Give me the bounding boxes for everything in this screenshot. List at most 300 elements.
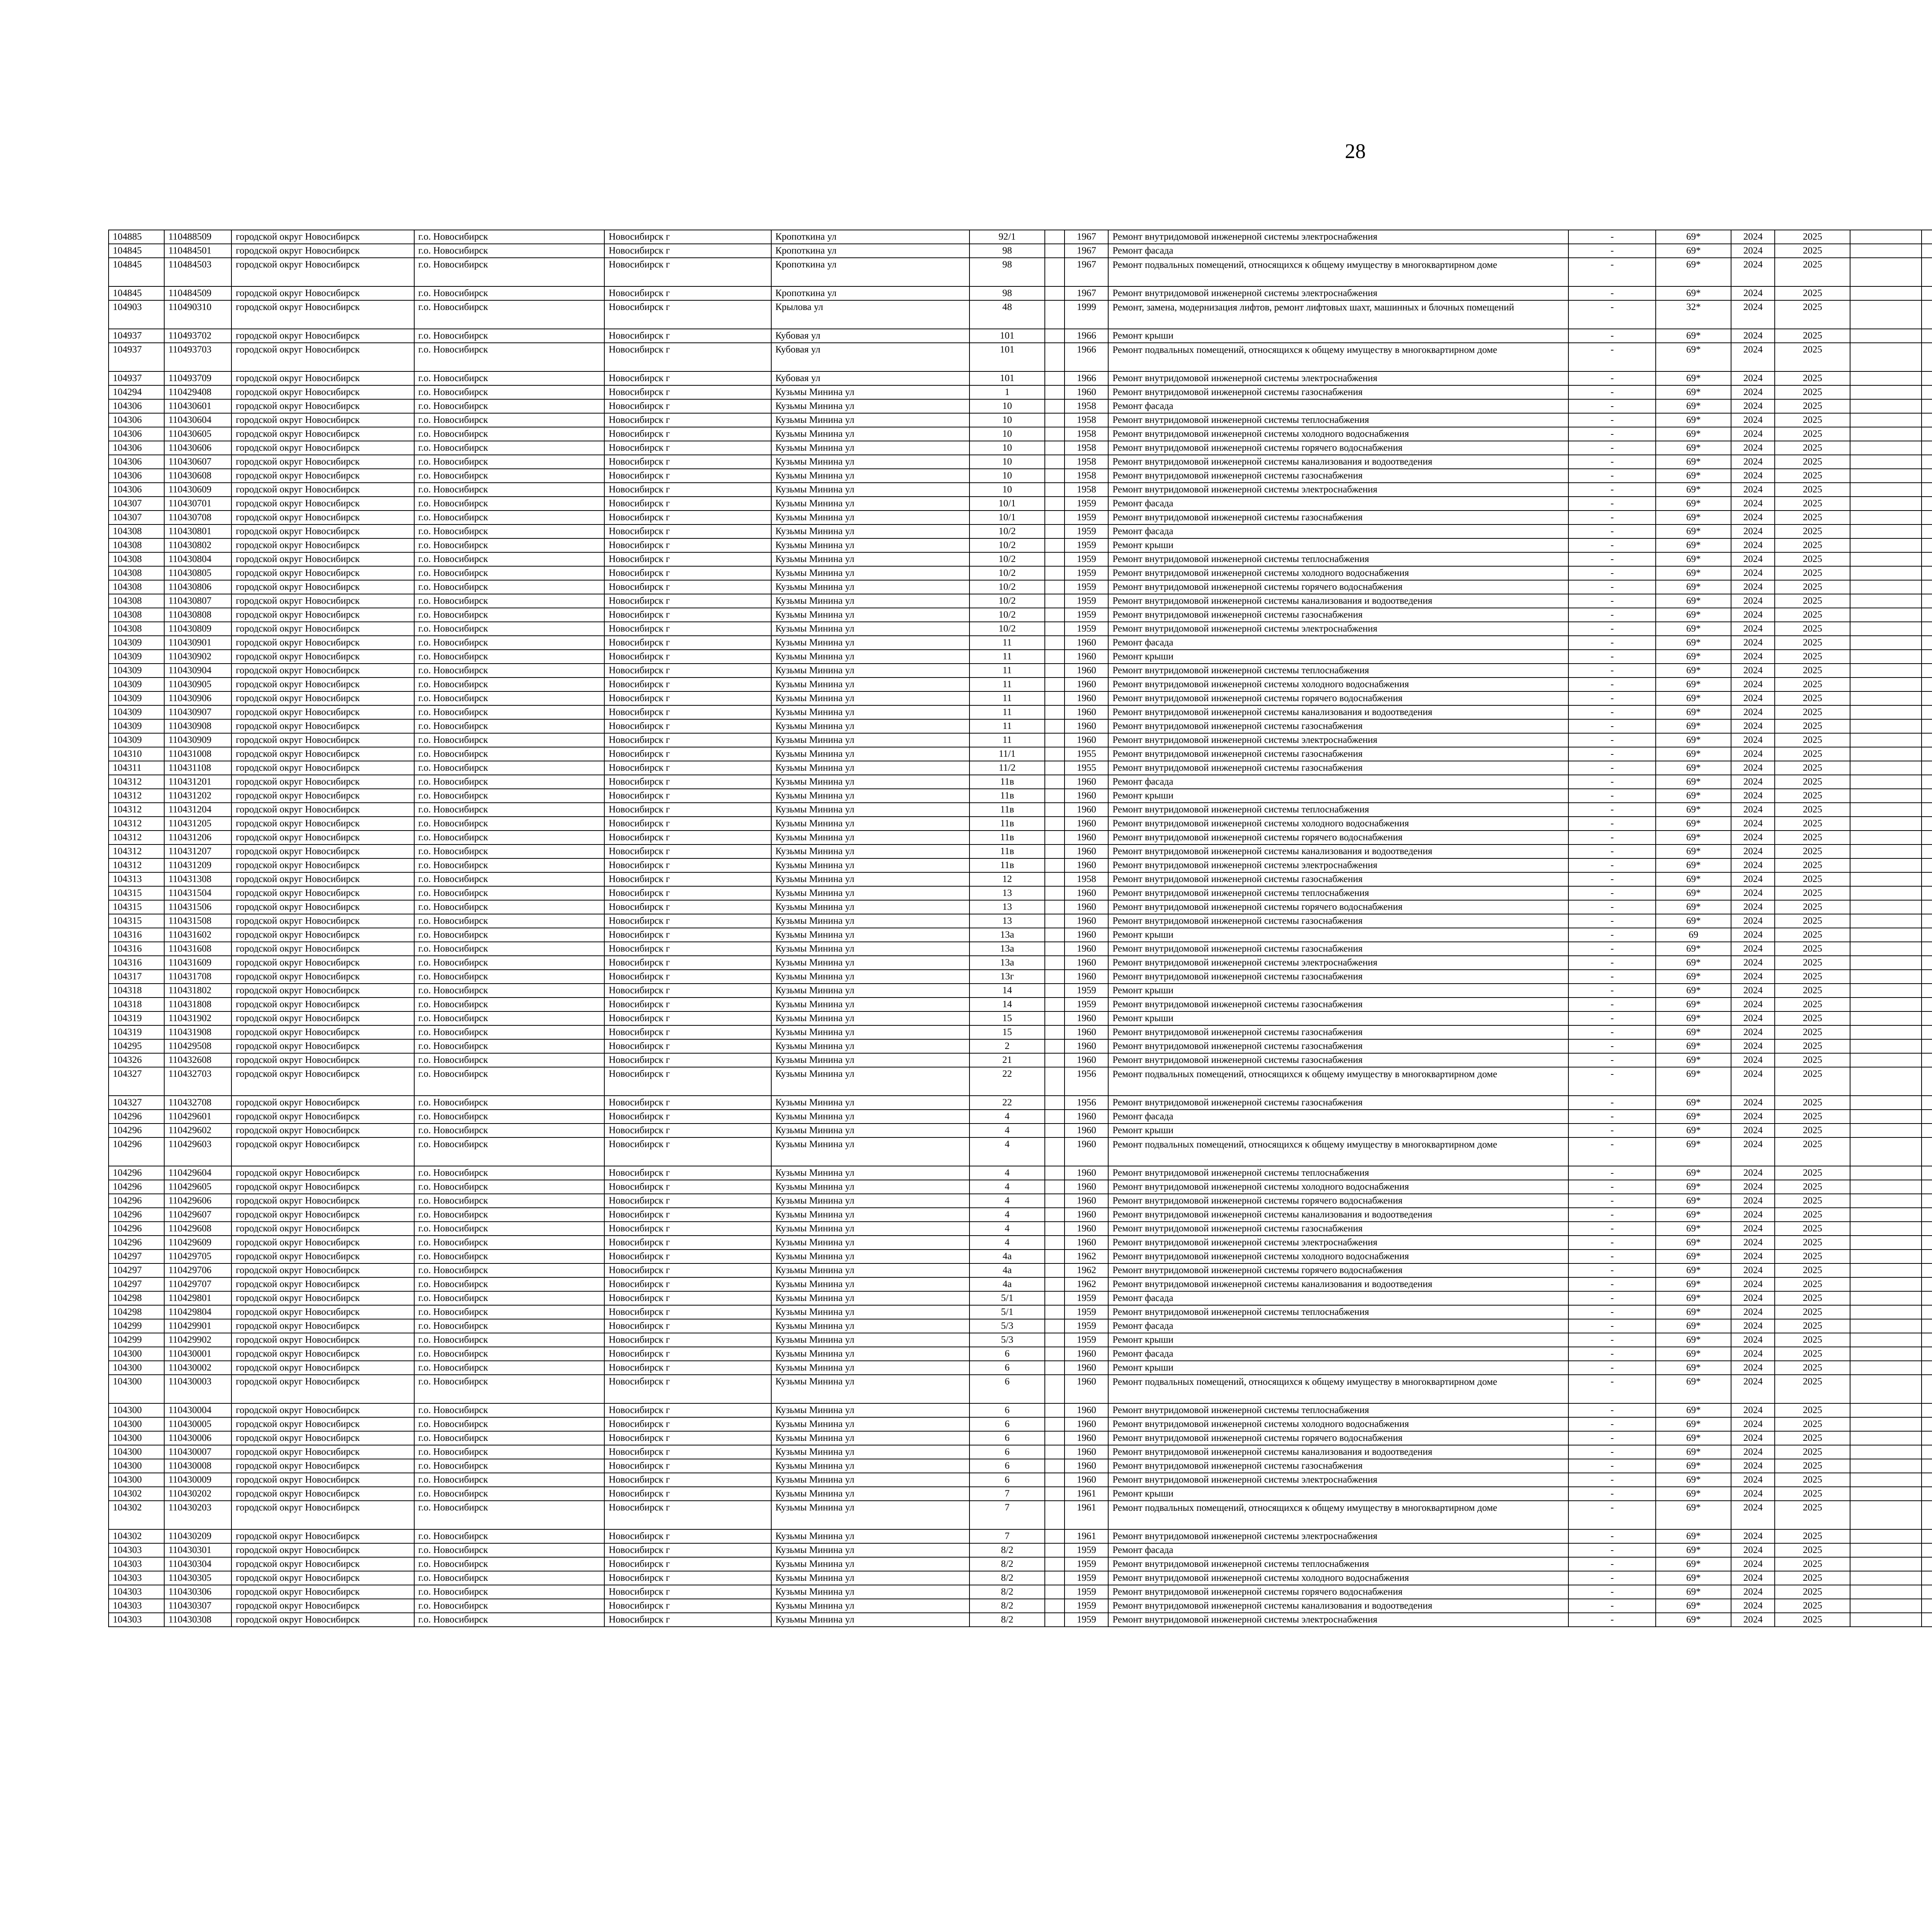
empty-cell (1045, 844, 1065, 858)
work-code-cell: 110430308 (164, 1613, 232, 1627)
table-row (109, 244, 1932, 258)
work-code-cell: 110431202 (164, 789, 232, 803)
street-cell: Кузьмы Минина ул (771, 594, 969, 608)
street-cell: Кузьмы Минина ул (771, 636, 969, 650)
table-row (109, 455, 1932, 469)
street-cell: Кропоткина ул (771, 286, 969, 300)
wear-percent-cell: 69* (1656, 636, 1731, 650)
street-cell: Кузьмы Минина ул (771, 1501, 969, 1529)
city-cell: Новосибирск г (604, 1403, 771, 1417)
plan-year-cell: 2024 (1731, 872, 1775, 886)
build-year-cell: 1959 (1065, 1599, 1108, 1613)
total-cost-cell (1922, 1543, 1932, 1557)
table-row (109, 1613, 1932, 1627)
empty-cell (1850, 1305, 1922, 1319)
house-number-cell: 13 (969, 900, 1045, 914)
district-cell: городской округ Новосибирск (231, 1291, 414, 1305)
plan-year-cell: 2024 (1731, 511, 1775, 524)
empty-cell (1045, 427, 1065, 441)
house-number-cell: 5/1 (969, 1291, 1045, 1305)
wear-percent-cell: 69* (1656, 1236, 1731, 1250)
settlement-cell: г.о. Новосибирск (414, 286, 605, 300)
completion-year-cell: 2025 (1775, 1236, 1850, 1250)
dash-cell: - (1568, 343, 1656, 371)
completion-year-cell: 2025 (1775, 1222, 1850, 1236)
street-cell: Кузьмы Минина ул (771, 1208, 969, 1222)
build-year-cell: 1967 (1065, 230, 1108, 244)
wear-percent-cell: 69* (1656, 538, 1731, 552)
table-row (109, 1599, 1932, 1613)
street-cell: Кропоткина ул (771, 244, 969, 258)
street-cell: Кузьмы Минина ул (771, 1599, 969, 1613)
district-cell: городской округ Новосибирск (231, 483, 414, 497)
house-id-cell: 104306 (109, 427, 164, 441)
completion-year-cell: 2025 (1775, 831, 1850, 844)
wear-percent-cell: 69* (1656, 1571, 1731, 1585)
empty-cell (1850, 1263, 1922, 1277)
dash-cell: - (1568, 1375, 1656, 1403)
empty-cell (1850, 1459, 1922, 1473)
empty-cell (1045, 956, 1065, 970)
house-number-cell: 10/2 (969, 608, 1045, 622)
dash-cell: - (1568, 775, 1656, 789)
empty-cell (1850, 900, 1922, 914)
empty-cell (1045, 1543, 1065, 1557)
street-cell: Кузьмы Минина ул (771, 914, 969, 928)
district-cell: городской округ Новосибирск (231, 650, 414, 664)
work-code-cell: 110429408 (164, 385, 232, 399)
work-type-cell: Ремонт внутридомовой инженерной системы газоснабжения (1108, 1039, 1568, 1053)
work-code-cell: 110430907 (164, 705, 232, 719)
city-cell: Новосибирск г (604, 970, 771, 984)
empty-cell (1045, 691, 1065, 705)
empty-cell (1850, 1291, 1922, 1305)
house-id-cell: 104307 (109, 497, 164, 511)
work-type-cell: Ремонт внутридомовой инженерной системы теплоснабжения (1108, 886, 1568, 900)
build-year-cell: 1958 (1065, 483, 1108, 497)
street-cell: Кузьмы Минина ул (771, 650, 969, 664)
dash-cell: - (1568, 984, 1656, 998)
house-id-cell: 104316 (109, 928, 164, 942)
dash-cell: - (1568, 1599, 1656, 1613)
work-type-cell: Ремонт внутридомовой инженерной системы электроснабжения (1108, 622, 1568, 636)
plan-year-cell: 2024 (1731, 1361, 1775, 1375)
total-cost-cell (1922, 914, 1932, 928)
work-code-cell: 110431602 (164, 928, 232, 942)
table-row (109, 1333, 1932, 1347)
completion-year-cell: 2025 (1775, 1208, 1850, 1222)
build-year-cell: 1960 (1065, 1166, 1108, 1180)
work-code-cell: 110484501 (164, 244, 232, 258)
work-code-cell: 110431207 (164, 844, 232, 858)
district-cell: городской округ Новосибирск (231, 258, 414, 286)
completion-year-cell: 2025 (1775, 1501, 1850, 1529)
work-type-cell: Ремонт внутридомовой инженерной системы газоснабжения (1108, 970, 1568, 984)
wear-percent-cell: 69* (1656, 1039, 1731, 1053)
district-cell: городской округ Новосибирск (231, 399, 414, 413)
total-cost-cell (1922, 538, 1932, 552)
city-cell: Новосибирск г (604, 691, 771, 705)
empty-cell (1045, 1291, 1065, 1305)
build-year-cell: 1960 (1065, 664, 1108, 678)
work-code-cell: 110430202 (164, 1487, 232, 1501)
build-year-cell: 1962 (1065, 1277, 1108, 1291)
completion-year-cell: 2025 (1775, 371, 1850, 385)
empty-cell (1045, 343, 1065, 371)
empty-cell (1850, 733, 1922, 747)
house-id-cell: 104300 (109, 1403, 164, 1417)
dash-cell: - (1568, 733, 1656, 747)
house-id-cell: 104300 (109, 1361, 164, 1375)
empty-cell (1850, 1445, 1922, 1459)
house-id-cell: 104308 (109, 524, 164, 538)
dash-cell: - (1568, 1473, 1656, 1487)
table-row (109, 622, 1932, 636)
house-number-cell: 48 (969, 300, 1045, 329)
table-row (109, 956, 1932, 970)
plan-year-cell: 2024 (1731, 984, 1775, 998)
work-code-cell: 110429602 (164, 1124, 232, 1137)
city-cell: Новосибирск г (604, 1305, 771, 1319)
street-cell: Кузьмы Минина ул (771, 719, 969, 733)
dash-cell: - (1568, 258, 1656, 286)
house-number-cell: 101 (969, 371, 1045, 385)
completion-year-cell: 2025 (1775, 719, 1850, 733)
empty-cell (1850, 1501, 1922, 1529)
empty-cell (1850, 1053, 1922, 1067)
work-type-cell: Ремонт внутридомовой инженерной системы газоснабжения (1108, 719, 1568, 733)
completion-year-cell: 2025 (1775, 1613, 1850, 1627)
street-cell: Кузьмы Минина ул (771, 664, 969, 678)
total-cost-cell (1922, 594, 1932, 608)
completion-year-cell: 2025 (1775, 984, 1850, 998)
house-id-cell: 104309 (109, 664, 164, 678)
city-cell: Новосибирск г (604, 1431, 771, 1445)
house-number-cell: 11в (969, 775, 1045, 789)
city-cell: Новосибирск г (604, 329, 771, 343)
work-type-cell: Ремонт внутридомовой инженерной системы горячего водоснабжения (1108, 580, 1568, 594)
plan-year-cell: 2024 (1731, 385, 1775, 399)
wear-percent-cell: 69* (1656, 705, 1731, 719)
house-number-cell: 7 (969, 1529, 1045, 1543)
house-number-cell: 8/2 (969, 1557, 1045, 1571)
completion-year-cell: 2025 (1775, 1375, 1850, 1403)
city-cell: Новосибирск г (604, 1250, 771, 1263)
work-type-cell: Ремонт фасада (1108, 244, 1568, 258)
city-cell: Новосибирск г (604, 775, 771, 789)
house-number-cell: 6 (969, 1417, 1045, 1431)
work-code-cell: 110429607 (164, 1208, 232, 1222)
dash-cell: - (1568, 1277, 1656, 1291)
city-cell: Новосибирск г (604, 538, 771, 552)
settlement-cell: г.о. Новосибирск (414, 844, 605, 858)
district-cell: городской округ Новосибирск (231, 1319, 414, 1333)
house-number-cell: 13 (969, 886, 1045, 900)
settlement-cell: г.о. Новосибирск (414, 817, 605, 831)
house-number-cell: 11в (969, 844, 1045, 858)
plan-year-cell: 2024 (1731, 1501, 1775, 1529)
house-id-cell: 104302 (109, 1529, 164, 1543)
empty-cell (1045, 580, 1065, 594)
work-code-cell: 110493702 (164, 329, 232, 343)
work-type-cell: Ремонт внутридомовой инженерной системы газоснабжения (1108, 511, 1568, 524)
house-id-cell: 104309 (109, 636, 164, 650)
work-type-cell: Ремонт внутридомовой инженерной системы канализования и водоотведения (1108, 1277, 1568, 1291)
empty-cell (1045, 552, 1065, 566)
plan-year-cell: 2024 (1731, 1110, 1775, 1124)
wear-percent-cell: 69* (1656, 1361, 1731, 1375)
build-year-cell: 1958 (1065, 455, 1108, 469)
house-number-cell: 11в (969, 831, 1045, 844)
total-cost-cell (1922, 858, 1932, 872)
completion-year-cell: 2025 (1775, 258, 1850, 286)
empty-cell (1850, 524, 1922, 538)
district-cell: городской округ Новосибирск (231, 566, 414, 580)
plan-year-cell: 2024 (1731, 650, 1775, 664)
district-cell: городской округ Новосибирск (231, 594, 414, 608)
table-row (109, 399, 1932, 413)
table-row (109, 1124, 1932, 1137)
district-cell: городской округ Новосибирск (231, 872, 414, 886)
build-year-cell: 1960 (1065, 1473, 1108, 1487)
district-cell: городской округ Новосибирск (231, 664, 414, 678)
wear-percent-cell: 69* (1656, 552, 1731, 566)
total-cost-cell (1922, 1180, 1932, 1194)
settlement-cell: г.о. Новосибирск (414, 998, 605, 1011)
wear-percent-cell: 69* (1656, 1067, 1731, 1096)
table-row (109, 914, 1932, 928)
work-type-cell: Ремонт внутридомовой инженерной системы газоснабжения (1108, 608, 1568, 622)
table-row (109, 329, 1932, 343)
work-code-cell: 110430008 (164, 1459, 232, 1473)
table-row (109, 524, 1932, 538)
empty-cell (1045, 900, 1065, 914)
completion-year-cell: 2025 (1775, 622, 1850, 636)
settlement-cell: г.о. Новосибирск (414, 1543, 605, 1557)
plan-year-cell: 2024 (1731, 1277, 1775, 1291)
district-cell: городской округ Новосибирск (231, 1208, 414, 1222)
work-type-cell: Ремонт, замена, модернизация лифтов, ремонт лифтовых шахт, машинных и блочных помещений (1108, 300, 1568, 329)
settlement-cell: г.о. Новосибирск (414, 1319, 605, 1333)
total-cost-cell (1922, 747, 1932, 761)
table-row (109, 872, 1932, 886)
city-cell: Новосибирск г (604, 258, 771, 286)
settlement-cell: г.о. Новосибирск (414, 775, 605, 789)
street-cell: Кузьмы Минина ул (771, 733, 969, 747)
house-id-cell: 104296 (109, 1124, 164, 1137)
district-cell: городской округ Новосибирск (231, 1039, 414, 1053)
city-cell: Новосибирск г (604, 872, 771, 886)
build-year-cell: 1960 (1065, 719, 1108, 733)
street-cell: Кузьмы Минина ул (771, 858, 969, 872)
table-row (109, 1096, 1932, 1110)
table-row (109, 678, 1932, 691)
house-number-cell: 11 (969, 650, 1045, 664)
settlement-cell: г.о. Новосибирск (414, 1557, 605, 1571)
build-year-cell: 1959 (1065, 1543, 1108, 1557)
table-row (109, 385, 1932, 399)
city-cell: Новосибирск г (604, 1194, 771, 1208)
table-row (109, 1375, 1932, 1403)
district-cell: городской округ Новосибирск (231, 636, 414, 650)
city-cell: Новосибирск г (604, 817, 771, 831)
empty-cell (1850, 286, 1922, 300)
wear-percent-cell: 69* (1656, 844, 1731, 858)
city-cell: Новосибирск г (604, 1166, 771, 1180)
work-type-cell: Ремонт внутридомовой инженерной системы электроснабжения (1108, 733, 1568, 747)
house-number-cell: 98 (969, 286, 1045, 300)
empty-cell (1850, 329, 1922, 343)
house-number-cell: 10/2 (969, 566, 1045, 580)
district-cell: городской округ Новосибирск (231, 538, 414, 552)
street-cell: Кузьмы Минина ул (771, 1375, 969, 1403)
total-cost-cell (1922, 691, 1932, 705)
house-id-cell: 104308 (109, 608, 164, 622)
plan-year-cell: 2024 (1731, 1459, 1775, 1473)
empty-cell (1045, 1585, 1065, 1599)
total-cost-cell (1922, 1459, 1932, 1473)
table-row (109, 691, 1932, 705)
district-cell: городской округ Новосибирск (231, 900, 414, 914)
completion-year-cell: 2025 (1775, 650, 1850, 664)
plan-year-cell: 2024 (1731, 1124, 1775, 1137)
total-cost-cell (1922, 511, 1932, 524)
work-type-cell: Ремонт внутридомовой инженерной системы горячего водоснабжения (1108, 1263, 1568, 1277)
house-id-cell: 104296 (109, 1110, 164, 1124)
house-number-cell: 11в (969, 817, 1045, 831)
empty-cell (1850, 803, 1922, 817)
work-code-cell: 110431108 (164, 761, 232, 775)
empty-cell (1045, 1333, 1065, 1347)
district-cell: городской округ Новосибирск (231, 608, 414, 622)
city-cell: Новосибирск г (604, 399, 771, 413)
district-cell: городской округ Новосибирск (231, 1585, 414, 1599)
wear-percent-cell: 69* (1656, 1375, 1731, 1403)
total-cost-cell (1922, 329, 1932, 343)
district-cell: городской округ Новосибирск (231, 1613, 414, 1627)
empty-cell (1850, 1025, 1922, 1039)
plan-year-cell: 2024 (1731, 1166, 1775, 1180)
dash-cell: - (1568, 1180, 1656, 1194)
district-cell: городской округ Новосибирск (231, 831, 414, 844)
street-cell: Кузьмы Минина ул (771, 1361, 969, 1375)
city-cell: Новосибирск г (604, 1459, 771, 1473)
settlement-cell: г.о. Новосибирск (414, 1417, 605, 1431)
completion-year-cell: 2025 (1775, 747, 1850, 761)
wear-percent-cell: 69* (1656, 1110, 1731, 1124)
city-cell: Новосибирск г (604, 1180, 771, 1194)
plan-year-cell: 2024 (1731, 1222, 1775, 1236)
city-cell: Новосибирск г (604, 650, 771, 664)
dash-cell: - (1568, 1585, 1656, 1599)
work-type-cell: Ремонт внутридомовой инженерной системы электроснабжения (1108, 1529, 1568, 1543)
work-type-cell: Ремонт крыши (1108, 1487, 1568, 1501)
settlement-cell: г.о. Новосибирск (414, 1291, 605, 1305)
table-row (109, 1585, 1932, 1599)
total-cost-cell (1922, 1039, 1932, 1053)
total-cost-cell (1922, 733, 1932, 747)
district-cell: городской округ Новосибирск (231, 1529, 414, 1543)
dash-cell: - (1568, 1361, 1656, 1375)
house-number-cell: 11/2 (969, 761, 1045, 775)
house-number-cell: 13а (969, 928, 1045, 942)
work-type-cell: Ремонт внутридомовой инженерной системы канализования и водоотведения (1108, 455, 1568, 469)
total-cost-cell (1922, 1375, 1932, 1403)
empty-cell (1850, 650, 1922, 664)
completion-year-cell: 2025 (1775, 872, 1850, 886)
wear-percent-cell: 69* (1656, 1305, 1731, 1319)
house-number-cell: 92/1 (969, 230, 1045, 244)
wear-percent-cell: 69* (1656, 1137, 1731, 1166)
settlement-cell: г.о. Новосибирск (414, 622, 605, 636)
dash-cell: - (1568, 1011, 1656, 1025)
house-number-cell: 7 (969, 1501, 1045, 1529)
empty-cell (1850, 1096, 1922, 1110)
table-row (109, 789, 1932, 803)
dash-cell: - (1568, 691, 1656, 705)
table-row (109, 594, 1932, 608)
work-code-cell: 110431206 (164, 831, 232, 844)
work-code-cell: 110430801 (164, 524, 232, 538)
dash-cell: - (1568, 1137, 1656, 1166)
build-year-cell: 1960 (1065, 1236, 1108, 1250)
empty-cell (1850, 1347, 1922, 1361)
build-year-cell: 1966 (1065, 343, 1108, 371)
house-id-cell: 104318 (109, 984, 164, 998)
settlement-cell: г.о. Новосибирск (414, 483, 605, 497)
work-code-cell: 110430304 (164, 1557, 232, 1571)
house-number-cell: 4 (969, 1137, 1045, 1166)
work-type-cell: Ремонт фасада (1108, 1347, 1568, 1361)
table-row (109, 497, 1932, 511)
completion-year-cell: 2025 (1775, 1403, 1850, 1417)
house-id-cell: 104302 (109, 1487, 164, 1501)
total-cost-cell (1922, 483, 1932, 497)
house-id-cell: 104308 (109, 552, 164, 566)
empty-cell (1045, 371, 1065, 385)
dash-cell: - (1568, 1067, 1656, 1096)
dash-cell: - (1568, 1319, 1656, 1333)
empty-cell (1850, 858, 1922, 872)
work-code-cell: 110430904 (164, 664, 232, 678)
house-number-cell: 11в (969, 789, 1045, 803)
empty-cell (1850, 970, 1922, 984)
dash-cell: - (1568, 1431, 1656, 1445)
house-id-cell: 104312 (109, 803, 164, 817)
work-type-cell: Ремонт внутридомовой инженерной системы газоснабжения (1108, 1053, 1568, 1067)
work-code-cell: 110430901 (164, 636, 232, 650)
city-cell: Новосибирск г (604, 622, 771, 636)
build-year-cell: 1960 (1065, 775, 1108, 789)
work-code-cell: 110430006 (164, 1431, 232, 1445)
wear-percent-cell: 69* (1656, 761, 1731, 775)
house-number-cell: 10/2 (969, 622, 1045, 636)
plan-year-cell: 2024 (1731, 497, 1775, 511)
build-year-cell: 1959 (1065, 524, 1108, 538)
total-cost-cell (1922, 1263, 1932, 1277)
total-cost-cell (1922, 1124, 1932, 1137)
street-cell: Кузьмы Минина ул (771, 1067, 969, 1096)
empty-cell (1045, 998, 1065, 1011)
district-cell: городской округ Новосибирск (231, 914, 414, 928)
completion-year-cell: 2025 (1775, 1124, 1850, 1137)
house-id-cell: 104296 (109, 1180, 164, 1194)
empty-cell (1045, 1375, 1065, 1403)
city-cell: Новосибирск г (604, 942, 771, 956)
empty-cell (1045, 413, 1065, 427)
build-year-cell: 1960 (1065, 1110, 1108, 1124)
house-id-cell: 104319 (109, 1025, 164, 1039)
